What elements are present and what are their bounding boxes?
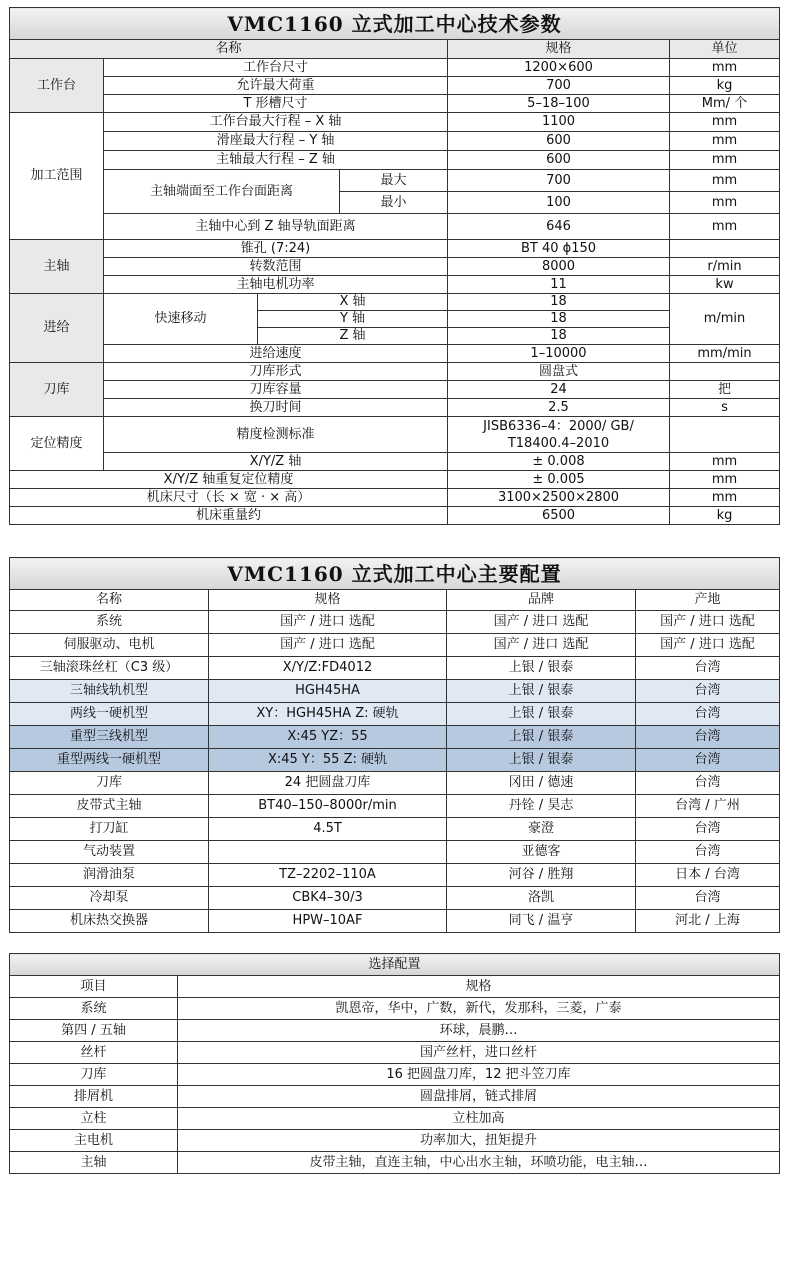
config-cell-origin: 国产 / 进口 选配 [636, 634, 780, 657]
option-cell-spec: 国产丝杆，进口丝杆 [178, 1042, 780, 1064]
table-row: T 形槽尺寸 5–18–100 Mm/ 个 [10, 95, 780, 113]
table-row: X/Y/Z 轴重复定位精度 ± 0.005 mm [10, 471, 780, 489]
table-row [10, 998, 780, 1020]
config-cell-name: 重型三线机型 [10, 726, 209, 749]
config-cell-spec: CBK4–30/3 [209, 887, 447, 910]
config-cell-brand: 上银 / 银泰 [447, 680, 636, 703]
config-cell-name: 润滑油泵 [10, 864, 209, 887]
config-cell-name: 三轴线轨机型 [10, 680, 209, 703]
table-row [10, 1152, 780, 1174]
option-cell-item: 主轴 [10, 1152, 178, 1174]
config-cell-brand: 上银 / 银泰 [447, 726, 636, 749]
config-cell-name: 冷却泵 [10, 887, 209, 910]
config-cell-origin: 台湾 [636, 703, 780, 726]
option-cell-item: 丝杆 [10, 1042, 178, 1064]
config-cell-spec: TZ–2202–110A [209, 864, 447, 887]
table-row [10, 749, 780, 772]
config-cell-brand: 上银 / 银泰 [447, 749, 636, 772]
config-cell-brand: 河谷 / 胜翔 [447, 864, 636, 887]
option-cell-item: 系统 [10, 998, 178, 1020]
option-cell-spec: 功率加大，扭矩提升 [178, 1130, 780, 1152]
config-cell-origin: 台湾 [636, 680, 780, 703]
group-magazine: 刀库 [10, 363, 104, 417]
table-row: 定位精度 精度检测标准 JISB6336–4：2000/ GB/ T18400.4–2010 [10, 417, 780, 453]
config-cell-name: 重型两线一硬机型 [10, 749, 209, 772]
config-cell-brand: 上银 / 银泰 [447, 703, 636, 726]
group-worktable: 工作台 [10, 59, 104, 113]
table-row: 主轴 锥孔 (7:24) BT 40 ϕ150 [10, 240, 780, 258]
option-cell-spec: 环球，晨鹏… [178, 1020, 780, 1042]
config-cell-brand: 豪澄 [447, 818, 636, 841]
spec-header-spec: 规格 [448, 40, 670, 59]
table-row: 刀库 刀库形式 圆盘式 [10, 363, 780, 381]
config-cell-origin: 台湾 [636, 841, 780, 864]
table-row: 换刀时间 2.5 s [10, 399, 780, 417]
config-cell-spec: 24 把圆盘刀库 [209, 772, 447, 795]
options-header-item: 项目 [10, 976, 178, 998]
options-header-spec: 规格 [178, 976, 780, 998]
table-row: 允许最大荷重 700 kg [10, 77, 780, 95]
config-cell-spec: X/Y/Z:FD4012 [209, 657, 447, 680]
table-row: 主轴最大行程 – Z 轴 600 mm [10, 151, 780, 170]
table-row [10, 841, 780, 864]
config-title: VMC1160 立式加工中心主要配置 [10, 558, 780, 590]
table-row: 转数范围 8000 r/min [10, 258, 780, 276]
config-cell-spec: X:45 YZ：55 [209, 726, 447, 749]
table-row: 机床重量约 6500 kg [10, 507, 780, 525]
config-cell-brand: 丹铨 / 昊志 [447, 795, 636, 818]
option-cell-item: 第四 / 五轴 [10, 1020, 178, 1042]
table-row: 加工范围 工作台最大行程 – X 轴 1100 mm [10, 113, 780, 132]
config-cell-origin: 台湾 [636, 657, 780, 680]
config-cell-brand: 国产 / 进口 选配 [447, 611, 636, 634]
table-row [10, 1086, 780, 1108]
table-row [10, 1130, 780, 1152]
config-header-origin: 产地 [636, 590, 780, 611]
config-cell-name: 刀库 [10, 772, 209, 795]
table-row [10, 680, 780, 703]
config-cell-name: 皮带式主轴 [10, 795, 209, 818]
config-cell-origin: 台湾 [636, 887, 780, 910]
config-cell-origin: 国产 / 进口 选配 [636, 611, 780, 634]
config-cell-spec: HGH45HA [209, 680, 447, 703]
config-cell-spec: HPW–10AF [209, 910, 447, 933]
config-cell-name: 伺服驱动、电机 [10, 634, 209, 657]
table-row [10, 1042, 780, 1064]
table-row [10, 611, 780, 634]
config-cell-name: 气动装置 [10, 841, 209, 864]
table-row [10, 818, 780, 841]
spec-title: VMC1160 立式加工中心技术参数 [10, 8, 780, 40]
config-cell-name: 机床热交换器 [10, 910, 209, 933]
config-cell-origin: 台湾 [636, 749, 780, 772]
option-cell-item: 刀库 [10, 1064, 178, 1086]
table-row [10, 703, 780, 726]
table-row [10, 634, 780, 657]
table-row [10, 864, 780, 887]
options-table [9, 953, 780, 1174]
table-row [10, 772, 780, 795]
config-header-brand: 品牌 [447, 590, 636, 611]
group-spindle: 主轴 [10, 240, 104, 294]
spec-header-unit: 单位 [670, 40, 780, 59]
spec-table [9, 7, 780, 525]
config-cell-name: 系统 [10, 611, 209, 634]
table-row [10, 657, 780, 680]
config-cell-brand: 同飞 / 温亨 [447, 910, 636, 933]
table-row: X/Y/Z 轴 ± 0.008 mm [10, 453, 780, 471]
config-cell-spec: 国产 / 进口 选配 [209, 634, 447, 657]
table-row: 主轴中心到 Z 轴导轨面距离 646 mm [10, 214, 780, 240]
config-cell-origin: 日本 / 台湾 [636, 864, 780, 887]
option-cell-spec: 立柱加高 [178, 1108, 780, 1130]
table-row [10, 1108, 780, 1130]
table-row: 主轴电机功率 11 kw [10, 276, 780, 294]
table-row: Z 轴 18 [10, 328, 780, 345]
config-cell-brand: 洛凯 [447, 887, 636, 910]
table-row [10, 795, 780, 818]
table-row: 进给 快速移动 X 轴 18 m/min [10, 294, 780, 311]
options-title: 选择配置 [10, 954, 780, 976]
table-row: 机床尺寸（长 × 宽 · × 高） 3100×2500×2800 mm [10, 489, 780, 507]
table-row [10, 910, 780, 933]
config-cell-origin: 河北 / 上海 [636, 910, 780, 933]
group-accuracy: 定位精度 [10, 417, 104, 471]
config-header-spec: 规格 [209, 590, 447, 611]
config-cell-name: 三轴滚珠丝杠（C3 级） [10, 657, 209, 680]
config-header-name: 名称 [10, 590, 209, 611]
config-table [9, 557, 780, 933]
config-cell-spec: 4.5T [209, 818, 447, 841]
option-cell-spec: 凯恩帝，华中，广数，新代，发那科，三菱，广泰 [178, 998, 780, 1020]
option-cell-item: 排屑机 [10, 1086, 178, 1108]
config-cell-spec: 国产 / 进口 选配 [209, 611, 447, 634]
config-cell-spec: XY：HGH45HA Z: 硬轨 [209, 703, 447, 726]
table-row: Y 轴 18 [10, 311, 780, 328]
table-row: 最小 100 mm [10, 192, 780, 214]
group-feed: 进给 [10, 294, 104, 363]
option-cell-item: 立柱 [10, 1108, 178, 1130]
group-range: 加工范围 [10, 113, 104, 240]
config-cell-brand: 上银 / 银泰 [447, 657, 636, 680]
config-cell-brand: 亚德客 [447, 841, 636, 864]
option-cell-spec: 16 把圆盘刀库，12 把斗笠刀库 [178, 1064, 780, 1086]
config-cell-origin: 台湾 [636, 726, 780, 749]
spec-header-name: 名称 [10, 40, 448, 59]
config-cell-origin: 台湾 / 广州 [636, 795, 780, 818]
config-cell-spec: BT40–150–8000r/min [209, 795, 447, 818]
option-cell-spec: 皮带主轴，直连主轴，中心出水主轴，环喷功能，电主轴… [178, 1152, 780, 1174]
config-cell-origin: 台湾 [636, 772, 780, 795]
table-row [10, 726, 780, 749]
table-row [10, 1020, 780, 1042]
config-cell-origin: 台湾 [636, 818, 780, 841]
config-cell-brand: 冈田 / 德速 [447, 772, 636, 795]
table-row: 主轴端面至工作台面距离 最大 700 mm [10, 170, 780, 192]
config-cell-brand: 国产 / 进口 选配 [447, 634, 636, 657]
table-row: 工作台 工作台尺寸 1200×600 mm [10, 59, 780, 77]
config-cell-spec: X:45 Y：55 Z: 硬轨 [209, 749, 447, 772]
table-row [10, 887, 780, 910]
option-cell-item: 主电机 [10, 1130, 178, 1152]
option-cell-spec: 圆盘排屑，链式排屑 [178, 1086, 780, 1108]
table-row: 进给速度 1–10000 mm/min [10, 345, 780, 363]
table-row [10, 1064, 780, 1086]
table-row: 刀库容量 24 把 [10, 381, 780, 399]
config-cell-spec [209, 841, 447, 864]
config-cell-name: 打刀缸 [10, 818, 209, 841]
config-cell-name: 两线一硬机型 [10, 703, 209, 726]
table-row: 滑座最大行程 – Y 轴 600 mm [10, 132, 780, 151]
